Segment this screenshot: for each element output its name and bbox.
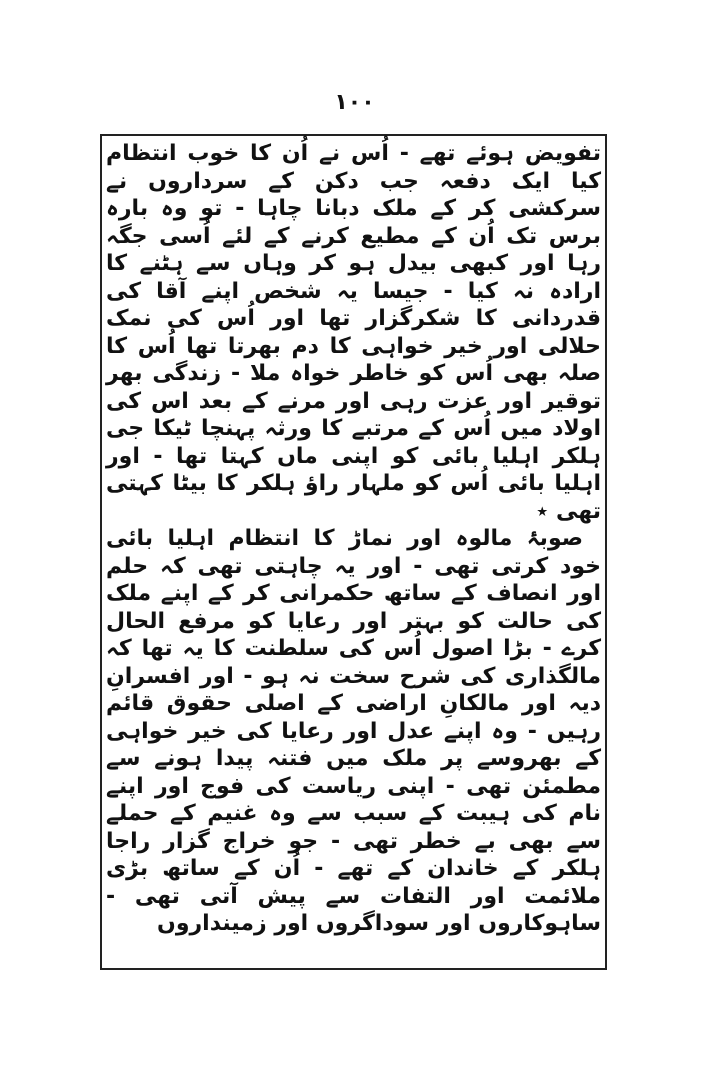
page-number: ۱۰۰ xyxy=(334,90,375,115)
body-text xyxy=(106,140,601,938)
paragraph-1: تفویض ہوئے تھے - اُس نے اُن کا خوب انتظام کیا ایک دفعہ جب دکن کے سرداروں نے سرکشی کر کے ملک دبانا چاہا - تو وہ بارہ برس تک اُن کے مطیع کرنے کے لئے اُسی جگہ رہا اور کبھی بیدل ہو کر وہاں سے ہٹنے کا ارادہ نہ کیا - جیسا یہ شخص اپنے آقا کی قدردانی کا شکرگزار تھا اور اُس کی نمک حلالی اور خیر خواہی کا دم بھرتا تھا اُس کا صلہ بھی اُس کو خاطر خواہ ملا - زندگی بھر توقیر اور عزت رہی اور مرنے کے بعد اس کی اولاد میں اُس کے مرتبے کا ورثہ پہنچا ٹیکا جی ہلکر اہلیا بائی کو اپنی ماں کہتا تھا - اور اہلیا بائی اُس کو ملہار راؤ ہلکر کا بیٹا کہتی تھی ٭ xyxy=(106,141,601,524)
paragraph-2: صوبۂ مالوہ اور نماڑ کا انتظام اہلیا بائی خود کرتی تھی - اور یہ چاہتی تھی کہ حلم اور انصاف کے ساتھ حکمرانی کر کے اپنے ملک کی حالت کو بہتر اور رعایا کو مرفع الحال کرے - بڑا اصول اُس کی سلطنت کا یہ تھا کہ مالگذاری کی شرح سخت نہ ہو - اور افسرانِ دیہ اور مالکانِ اراضی کے اصلی حقوق قائم رہیں - وہ اپنے عدل اور رعایا کی خیر خواہی کے بھروسے پر ملک میں فتنہ پیدا ہونے سے مطمئن تھی - اپنی ریاست کی فوج اور اپنے نام کی ہیبت کے سبب سے وہ غنیم کے حملے سے بھی بے خطر تھی - جو خراج گزار راجا ہلکر کے خاندان کے تھے - اُن کے ساتھ بڑی ملائمت اور التفات سے پیش آتی تھی - ساہوکاروں اور سوداگروں اور زمینداروں xyxy=(106,526,601,936)
